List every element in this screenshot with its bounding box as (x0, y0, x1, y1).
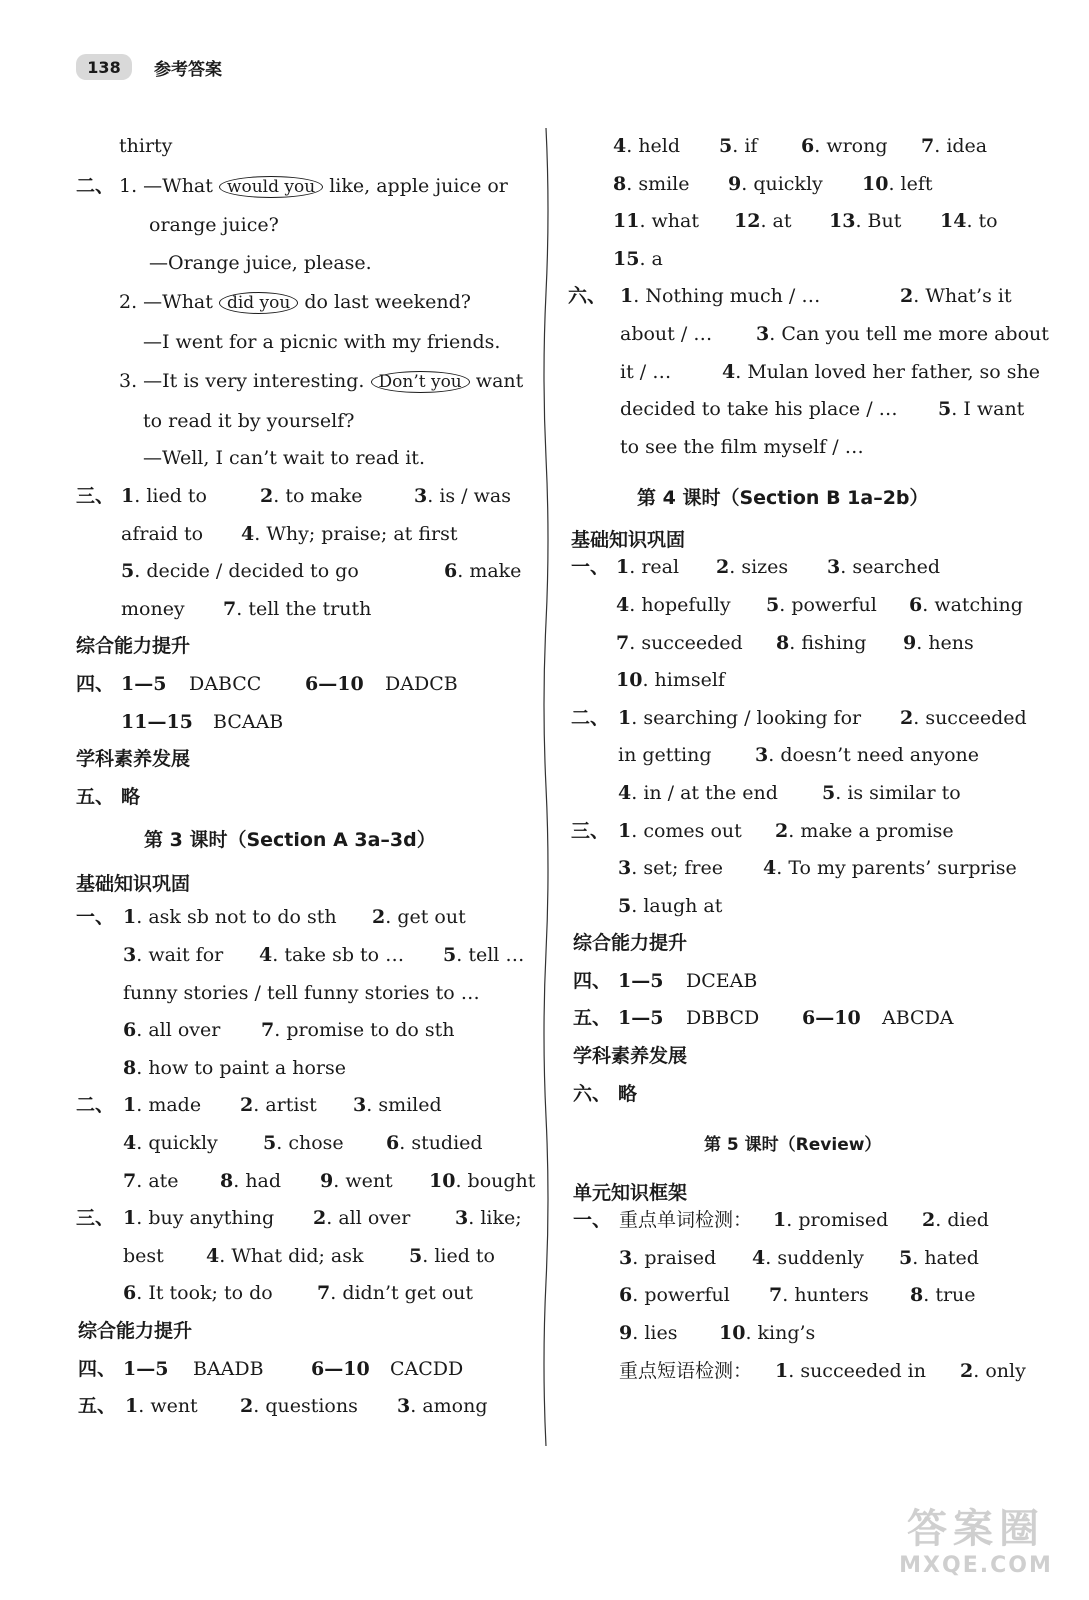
answer-line: 2. —What did you do last weekend? (119, 291, 471, 314)
answer-line: 一、 重点单词检测： 1. promised 2. died (573, 1209, 989, 1232)
answer-line: 六、 略 (573, 1082, 638, 1105)
answer-line: to see the film myself / … (620, 435, 864, 458)
answer-line: 五、 略 (76, 785, 141, 808)
answer-line: 8. how to paint a horse (123, 1056, 347, 1079)
answer-line: it / … 4. Mulan loved her father, so she (620, 360, 1040, 383)
answer-line: 二、 1. made 2. artist 3. smiled (76, 1094, 442, 1117)
left-column (76, 128, 536, 1426)
answer-line: 3. wait for 4. take sb to … 5. tell … (123, 944, 525, 966)
answer-line: 三、 1. comes out 2. make a promise (571, 819, 954, 842)
page-title: 参考答案 (154, 59, 222, 80)
answer-line: —I went for a picnic with my friends. (143, 330, 501, 353)
section-heading: 单元知识框架 (573, 1181, 688, 1204)
page-number: 138 (76, 54, 132, 80)
answer-line: 六、 1. Nothing much / … 2. What’s it (568, 285, 1012, 308)
answer-line: 四、 1—5 DABCC 6—10 DADCB (76, 673, 458, 696)
answer-line: —Orange juice, please. (149, 251, 372, 274)
section-heading: 综合能力提升 (76, 635, 191, 658)
answer-line: 6. powerful 7. hunters 8. true (619, 1284, 976, 1307)
section-heading: 综合能力提升 (78, 1319, 193, 1342)
answer-line: 五、 1—5 DBBCD 6—10 ABCDA (573, 1007, 954, 1030)
circled-phrase: would you (219, 176, 323, 198)
section-heading: 学科素养发展 (573, 1045, 688, 1068)
answer-line: 3. —It is very interesting. Don’t you want (119, 370, 524, 393)
lesson-title: 第 5 课时（Review） (704, 1135, 882, 1156)
column-divider (540, 128, 552, 1446)
answer-line: 4. hopefully 5. powerful 6. watching (616, 593, 1023, 616)
answer-line: 一、 1. ask sb not to do sth 2. get out (76, 906, 466, 929)
answer-line: best 4. What did; ask 5. lied to (123, 1244, 495, 1267)
answer-line: 7. succeeded 8. fishing 9. hens (616, 631, 974, 654)
answer-line: 9. lies 10. king’s (619, 1322, 816, 1345)
answer-line: 5. laugh at (618, 894, 723, 917)
answer-line: 8. smile 9. quickly 10. left (613, 172, 933, 195)
answer-line: about / … 3. Can you tell me more about (620, 322, 1049, 345)
lesson-title: 第 3 课时（Section A 3a–3d） (144, 829, 436, 852)
answer-line: 四、 1—5 BAADB 6—10 CACDD (78, 1357, 464, 1380)
answer-line: to read it by yourself? (143, 409, 355, 432)
answer-line: 二、 1. searching / looking for 2. succeeded (571, 706, 1027, 729)
section-heading: 基础知识巩固 (571, 528, 686, 551)
circled-phrase: did you (219, 292, 298, 314)
answer-line: 11—15 BCAAB (121, 710, 284, 733)
answer-line: funny stories / tell funny stories to … (123, 981, 480, 1004)
answer-line: in getting 3. doesn’t need anyone (618, 744, 980, 767)
answer-line: thirty (119, 135, 173, 157)
answer-line: money 7. tell the truth (121, 597, 372, 620)
answer-line: afraid to 4. Why; praise; at first (121, 522, 458, 545)
answer-line: 4. quickly 5. chose 6. studied (123, 1131, 483, 1154)
answer-line: 4. held 5. if 6. wrong 7. idea (613, 135, 988, 157)
page-header (76, 54, 222, 80)
answer-line: 4. in / at the end 5. is similar to (618, 781, 961, 804)
section-heading: 学科素养发展 (76, 748, 191, 771)
answer-line: decided to take his place / … 5. I want (620, 398, 1025, 421)
answer-line: 三、 1. buy anything 2. all over 3. like; (76, 1207, 522, 1230)
lesson-title: 第 4 课时（Section B 1a–2b） (637, 487, 929, 510)
answer-line: orange juice? (149, 214, 279, 237)
answer-line: 7. ate 8. had 9. went 10. bought (123, 1169, 536, 1192)
answer-line: 二、 1. —What would you like, apple juice or (76, 174, 508, 197)
answer-line: 3. praised 4. suddenly 5. hated (619, 1246, 979, 1269)
answer-line: 一、 1. real 2. sizes 3. searched (571, 556, 941, 579)
answer-line: 三、 1. lied to 2. to make 3. is / was (76, 485, 511, 508)
answer-line: 5. decide / decided to go 6. make (121, 560, 522, 583)
right-column (568, 128, 1049, 1390)
answer-line: 15. a (613, 247, 663, 270)
answer-line: 四、 1—5 DCEAB (573, 969, 758, 992)
circled-phrase: Don’t you (371, 371, 470, 393)
answer-line: 10. himself (616, 669, 725, 692)
answer-line: 3. set; free 4. To my parents’ surprise (618, 857, 1017, 880)
watermark-logo: 答案圈 MXQE.COM (899, 1506, 1053, 1578)
answer-line: 重点短语检测： 1. succeeded in 2. only (619, 1359, 1026, 1382)
answer-line: —Well, I can’t wait to read it. (143, 447, 425, 470)
answer-line: 11. what 12. at 13. But 14. to (613, 210, 998, 233)
answer-line: 五、 1. went 2. questions 3. among (78, 1395, 488, 1418)
section-heading: 综合能力提升 (573, 932, 688, 955)
answer-line: 6. It took; to do 7. didn’t get out (123, 1282, 474, 1305)
answer-line: 6. all over 7. promise to do sth (123, 1019, 455, 1042)
section-heading: 基础知识巩固 (76, 872, 191, 895)
